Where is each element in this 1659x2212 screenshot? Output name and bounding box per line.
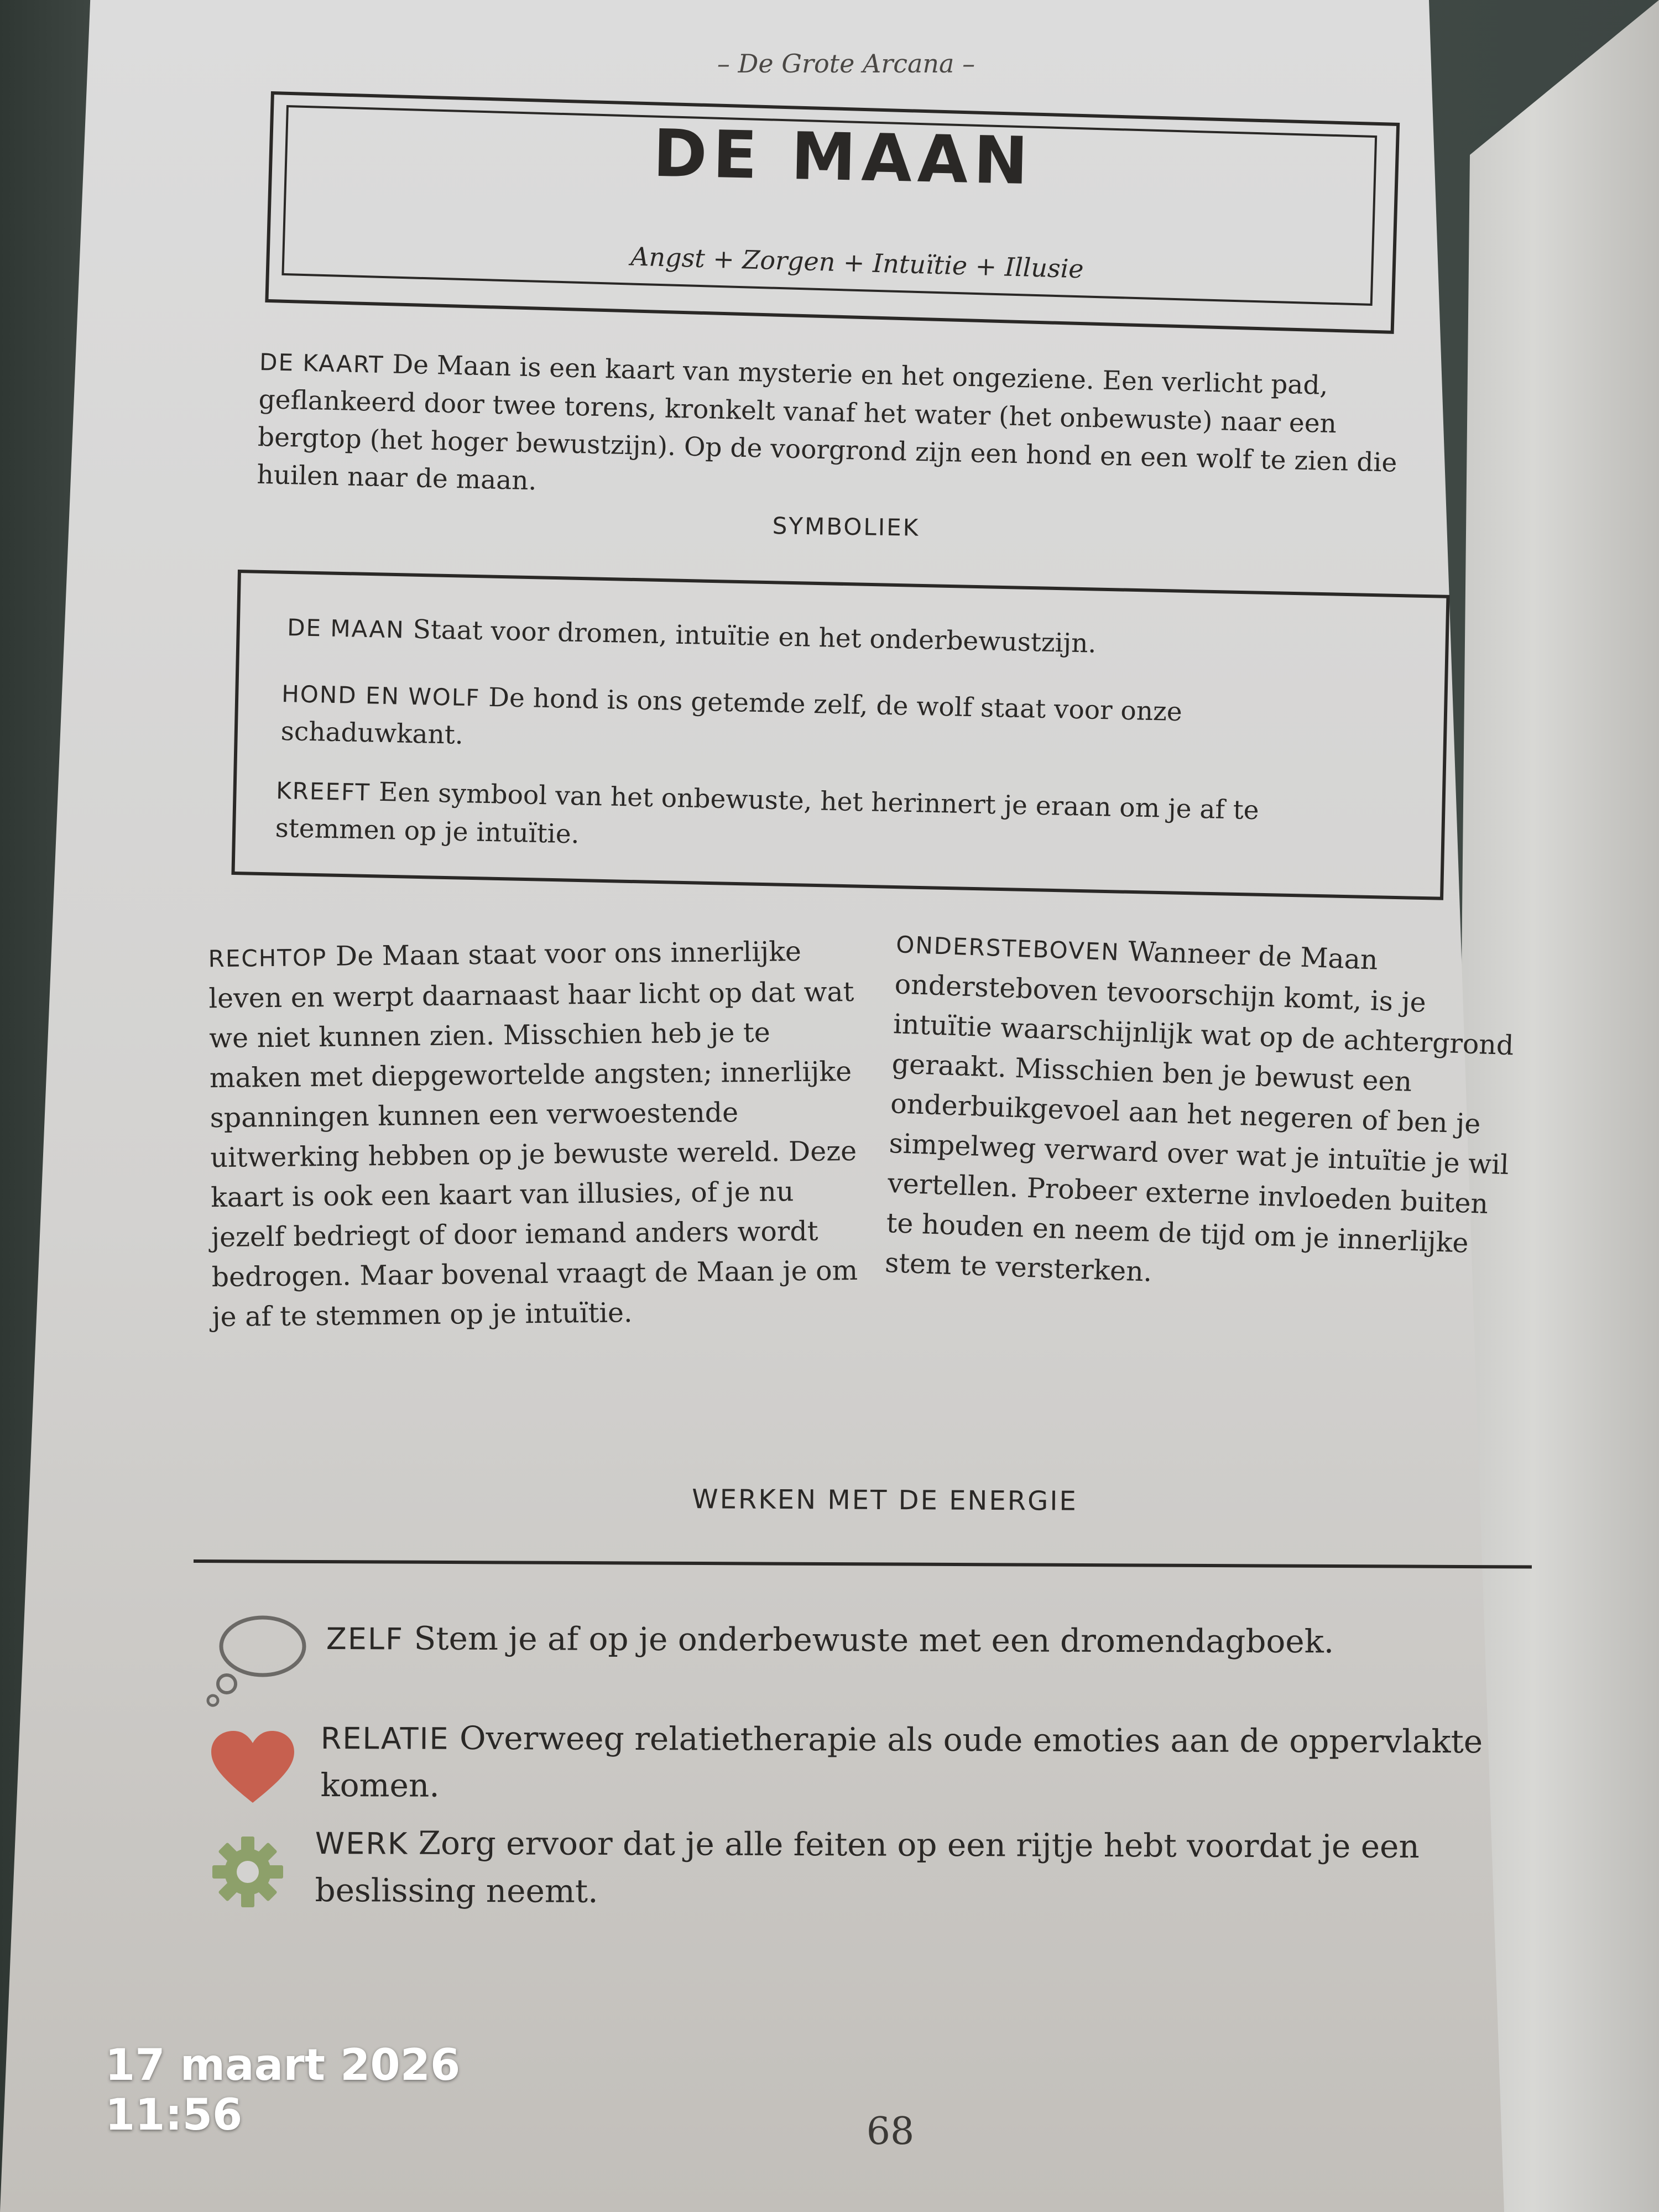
page-number: 68	[866, 2110, 915, 2153]
intro-lead: DE KAART	[259, 348, 385, 379]
heart-icon	[211, 1731, 294, 1806]
photo-timestamp: 17 maart 2026 11:56	[105, 2041, 461, 2140]
energy-item-self	[326, 1615, 1543, 1667]
energy-lead: ZELF	[326, 1621, 404, 1657]
energy-lead: RELATIE	[320, 1721, 450, 1756]
gear-icon	[209, 1833, 286, 1911]
intro-text: De Maan is een kaart van mysterie en het ongeziene. Een verlicht pad, geflankeerd door twee torens, kronkelt vanaf het water (het onbewuste) naar een bergtop (het hoger bewustzijn). Op de voorgrond zijn een hond en een wolf te zien die huilen naar de maan.	[256, 349, 1397, 497]
reversed-paragraph	[884, 924, 1527, 1305]
symbol-text: Staat voor dromen, intuïtie en het onderbewustzijn.	[404, 614, 1097, 659]
energy-text: Zorg ervoor dat je alle feiten op een rijtje hebt voordat je een beslissing neemt.	[315, 1824, 1420, 1910]
symbol-lead: HOND EN WOLF	[281, 680, 481, 712]
upright-lead: RECHTOP	[208, 943, 327, 973]
energy-heading: WERKEN MET DE ENERGIE	[692, 1484, 1078, 1517]
reversed-lead: ONDERSTEBOVEN	[895, 931, 1120, 966]
upright-text: De Maan staat voor ons innerlijke leven en werpt daarnaast haar licht op dat wat we niet kunnen zien. Misschien heb je te maken met diepgewortelde angsten; innerlijke spanningen kunnen een verwoestende uitwerking hebben op je bewuste wereld. Deze kaart is ook een kaart van illusies, of je nu jezelf bedriegt of door iemand anders wordt bedrogen. Maar bovenal vraagt de Maan je om je af te stemmen op je intuïtie.	[208, 935, 858, 1333]
upright-paragraph	[208, 931, 864, 1337]
card-title: DE MAAN	[652, 114, 1035, 200]
symbol-lead: KREEFT	[275, 776, 371, 806]
thought-bubble-icon	[205, 1612, 315, 1712]
reversed-text: Wanneer de Maan ondersteboven tevoorschijn komt, is je intuïtie waarschijnlijk wat op de achtergrond geraakt. Misschien ben je bewust een onderbuikgevoel aan het negeren of ben je simpelweg verward over wat je intuïtie je wil vertellen. Probeer externe invloeden buiten te houden en neem de tijd om je innerlijke stem te versterken.	[884, 935, 1515, 1288]
intro-paragraph	[257, 343, 1410, 520]
energy-item-work	[315, 1819, 1532, 1918]
running-head: – De Grote Arcana –	[717, 49, 975, 79]
energy-lead: WERK	[315, 1826, 409, 1861]
symbol-text: Een symbool van het onbewuste, het herinnert je eraan om je af te stemmen op je intuïtie.	[275, 776, 1260, 850]
energy-text: Stem je af op je onderbewuste met een dromendagboek.	[403, 1619, 1334, 1661]
card-keywords: Angst + Zorgen + Intuïtie + Illusie	[630, 241, 1084, 284]
symbolism-heading: SYMBOLIEK	[772, 512, 920, 541]
energy-item-relationship	[320, 1714, 1537, 1813]
symbol-lead: DE MAAN	[286, 613, 405, 644]
symbol-text: De hond is ons getemde zelf, de wolf staat voor onze schaduwkant.	[280, 682, 1183, 750]
energy-text: Overweeg relatietherapie als oude emoties aan de oppervlakte komen.	[320, 1719, 1483, 1804]
